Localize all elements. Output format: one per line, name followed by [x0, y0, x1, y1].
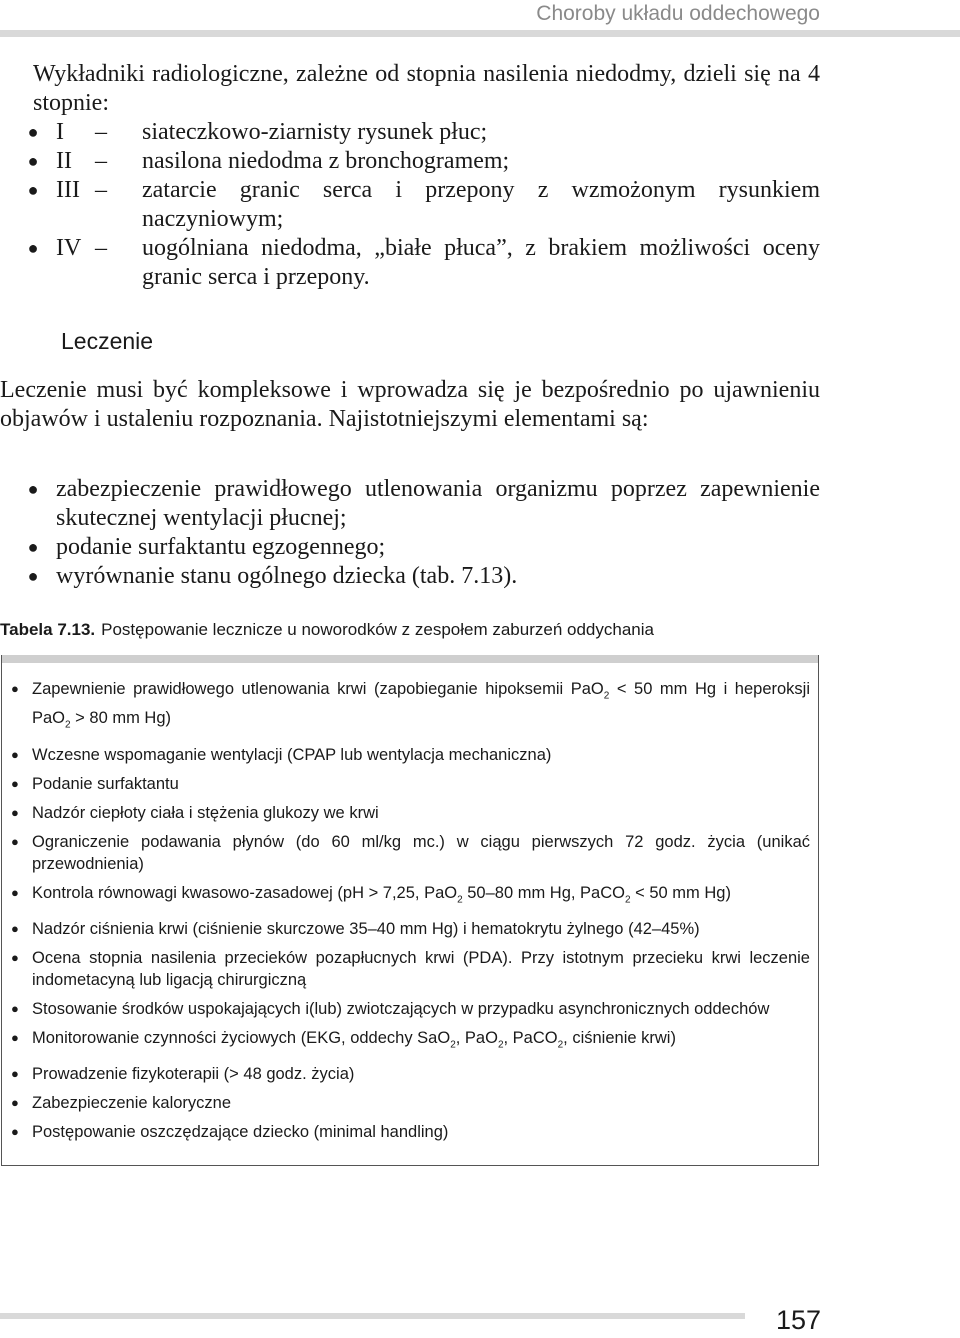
table-row-text: Zabezpieczenie kaloryczne [32, 1094, 232, 1113]
table-row [11, 802, 810, 824]
grade-text: siateczkowo-ziarnisty rysunek płuc; [142, 119, 488, 145]
table-row-text: Nadzór ciepłoty ciała i stężenia glukozy we krwi [32, 803, 379, 822]
table-caption-text: Postępowanie lecznicze u noworodków z zespołem zaburzeń oddychania [101, 620, 654, 639]
list-item-text: podanie surfaktantu egzogennego; [56, 534, 386, 560]
bullet-icon: ● [11, 833, 19, 849]
table-row-text: Postępowanie oszczędzające dziecko (minimal handling) [32, 1123, 449, 1142]
grade-text: uogólniana niedodma, „białe płuca”, z brakiem możliwości oceny granic serca i przepony. [142, 235, 820, 290]
bullet-icon: ● [27, 479, 39, 499]
table-row-text: Zapewnienie prawidłowego utlenowania krwi (zapobieganie hipoksemii PaO$_2$ < 50 mm Hg i heperoksji PaO$_2$ > 80 mm Hg) [32, 680, 810, 731]
bullet-icon: ● [11, 804, 19, 820]
running-head: Choroby układu oddechowego [536, 2, 820, 25]
table-body [11, 678, 810, 1150]
grade-text: nasilona niedodma z bronchogramem; [142, 148, 510, 174]
table-row-text: Stosowanie środków uspokajających i(lub) zwiotczających w przypadku asynchronicznych oddechów [32, 999, 770, 1018]
table-row [11, 678, 810, 737]
grade-dash: – [95, 148, 107, 174]
grade-item [25, 176, 820, 234]
table-caption [0, 620, 654, 640]
treatment-paragraph: Leczenie musi być kompleksowe i wprowadza się je bezpośrednio po ujawnieniu objawów i ustaleniu rozpoznania. Najistotniejszymi elementami są: [0, 377, 820, 432]
table-row-text: Ocena stopnia nasilenia przecieków pozapłucnych krwi (PDA). Przy istotnym przecieku krwi leczenie indometacyną lub ligacją chirurgiczną [32, 948, 810, 989]
bullet-icon: ● [27, 180, 39, 200]
bullet-icon: ● [11, 681, 19, 696]
table-row [11, 1063, 810, 1085]
section-title: Leczenie [61, 328, 154, 354]
grade-list [25, 118, 820, 292]
table-row [11, 1027, 810, 1056]
list-item [25, 475, 820, 533]
grade-item [25, 147, 820, 176]
table-row [11, 998, 810, 1020]
grade-item [25, 118, 820, 147]
bullet-icon: ● [11, 775, 19, 791]
bullet-icon: ● [11, 949, 19, 965]
table-row [11, 1092, 810, 1114]
table-row-text: Podanie surfaktantu [32, 774, 179, 793]
header-rule [0, 30, 960, 37]
grade-number: I [56, 119, 64, 145]
bullet-icon: ● [11, 884, 19, 900]
table-row-text: Wczesne wspomaganie wentylacji (CPAP lub wentylacja mechaniczna) [32, 745, 552, 764]
intro-paragraph: Wykładniki radiologiczne, zależne od stopnia nasilenia niedodmy, dzieli się na 4 stopnie: [33, 61, 820, 116]
grade-dash: – [95, 119, 107, 145]
bullet-icon: ● [11, 1029, 19, 1045]
table-row [11, 773, 810, 795]
treatment-list [25, 475, 820, 591]
grade-dash: – [95, 235, 107, 261]
grade-dash: – [95, 177, 107, 203]
table-row [11, 918, 810, 940]
bullet-icon: ● [27, 122, 39, 142]
table-row [11, 744, 810, 766]
list-item [25, 562, 820, 591]
table-row [11, 882, 810, 911]
table-row-text: Nadzór ciśnienia krwi (ciśnienie skurczowe 35–40 mm Hg) i hematokrytu żylnego (42–45%) [32, 919, 700, 938]
bullet-icon: ● [11, 1066, 19, 1082]
list-item-text: wyrównanie stanu ogólnego dziecka (tab. 7.13). [56, 563, 518, 589]
footer-rule [0, 1313, 745, 1319]
grade-number: IV [56, 235, 82, 261]
page-number: 157 [775, 1305, 821, 1335]
grade-number: III [56, 177, 80, 203]
grade-number: II [56, 148, 72, 174]
bullet-icon: ● [11, 1000, 19, 1016]
table-row-text: Prowadzenie fizykoterapii (> 48 godz. życia) [32, 1065, 355, 1084]
table-label: Tabela 7.13. [0, 620, 96, 639]
bullet-icon: ● [27, 537, 39, 557]
bullet-icon: ● [11, 920, 19, 936]
grade-item [25, 234, 820, 292]
table-row [11, 831, 810, 875]
table-row-text: Ograniczenie podawania płynów (do 60 ml/kg mc.) w ciągu pierwszych 72 godz. życia (unikać przewodnienia) [32, 832, 810, 873]
table-row-text: Monitorowanie czynności życiowych (EKG, oddechy SaO$_2$, PaO$_2$, PaCO$_2$, ciśnienie krwi) [32, 1028, 676, 1051]
list-item [25, 533, 820, 562]
table-row [11, 1121, 810, 1143]
table-row [11, 947, 810, 991]
bullet-icon: ● [27, 238, 39, 258]
bullet-icon: ● [11, 746, 19, 762]
bullet-icon: ● [27, 566, 39, 586]
bullet-icon: ● [11, 1095, 19, 1111]
bullet-icon: ● [27, 151, 39, 171]
grade-text: zatarcie granic serca i przepony z wzmożonym rysunkiem naczyniowym; [142, 177, 820, 232]
bullet-icon: ● [11, 1124, 19, 1140]
table-row-text: Kontrola równowagi kwasowo-zasadowej (pH > 7,25, PaO$_2$ 50–80 mm Hg, PaCO$_2$ < 50 mm Hg) [32, 883, 731, 905]
list-item-text: zabezpieczenie prawidłowego utlenowania organizmu poprzez zapewnienie skutecznej wentylacji płucnej; [56, 476, 820, 531]
